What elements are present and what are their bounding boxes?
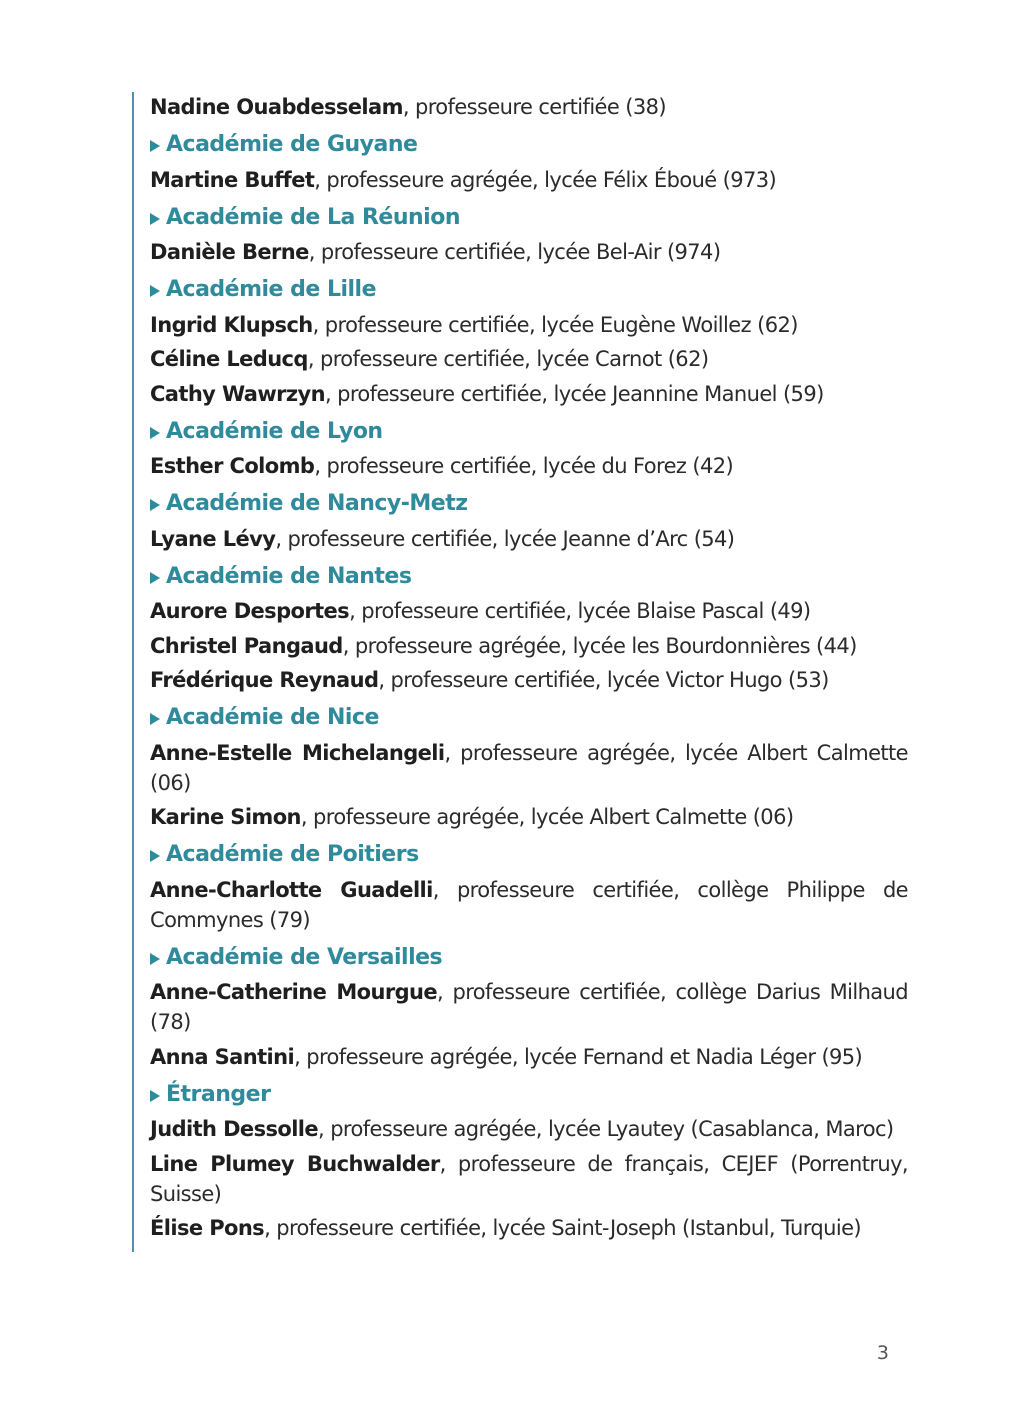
academie-title: Académie de Nice xyxy=(166,705,379,730)
contributor-entry xyxy=(150,524,908,554)
contributor-name: Frédérique Reynaud xyxy=(150,668,379,692)
contributor-entry xyxy=(150,237,908,267)
academie-heading xyxy=(150,562,908,592)
academie-title: Académie de La Réunion xyxy=(166,204,460,230)
contributor-name: Cathy Wawrzyn xyxy=(150,381,325,406)
academie-title: Académie de Nantes xyxy=(166,563,412,589)
academie-heading xyxy=(150,1080,908,1110)
contributor-entry xyxy=(150,665,908,695)
triangle-right-icon xyxy=(150,713,160,725)
contributor-details: , professeure certifiée, lycée Jeanne d’Arc (54) xyxy=(275,526,735,551)
contributors-list xyxy=(132,92,908,1252)
contributor-name: Ingrid Klupsch xyxy=(150,312,313,337)
contributor-entry xyxy=(150,1114,908,1144)
contributor-entry xyxy=(150,310,908,340)
contributor-name: Christel Pangaud xyxy=(150,633,343,658)
contributor-entry xyxy=(150,631,908,661)
contributor-details: , professeure certifiée, lycée Carnot (62) xyxy=(307,347,709,371)
academie-heading xyxy=(150,203,908,233)
contributor-details: , professeure certifiée, lycée Blaise Pascal (49) xyxy=(349,599,811,623)
triangle-right-icon xyxy=(150,285,160,297)
academie-heading xyxy=(150,275,908,305)
academie-title: Académie de Versailles xyxy=(166,944,443,970)
academie-title: Académie de Lyon xyxy=(166,418,383,444)
academie-title: Académie de Lille xyxy=(166,277,377,302)
contributor-entry xyxy=(150,344,908,374)
contributor-entry xyxy=(150,1042,908,1072)
contributor-name: Nadine Ouabdesselam xyxy=(150,95,403,119)
contributor-entry xyxy=(150,977,908,1037)
contributor-details: , professeure certifiée, collège Philippe de Commynes (79) xyxy=(150,877,908,932)
contributor-details: , professeure certifiée, lycée du Forez (42) xyxy=(314,454,734,478)
academie-title: Académie de Guyane xyxy=(166,132,418,157)
academie-heading xyxy=(150,417,908,447)
contributor-entry xyxy=(150,451,908,481)
contributor-name: Céline Leducq xyxy=(150,347,308,371)
contributor-entry xyxy=(150,165,908,195)
contributor-details: , professeure certifiée, lycée Eugène Woillez (62) xyxy=(312,312,798,337)
triangle-right-icon xyxy=(150,213,160,225)
contributor-entry xyxy=(150,875,908,935)
triangle-right-icon xyxy=(150,140,160,152)
contributor-name: Danièle Berne xyxy=(150,240,309,264)
contributor-entry xyxy=(150,738,908,798)
contributor-name: Anne-Estelle Michelangeli xyxy=(150,740,445,765)
academie-heading xyxy=(150,130,908,160)
contributor-name: Aurore Desportes xyxy=(150,599,350,623)
academie-title: Étranger xyxy=(166,1081,271,1107)
contributor-entry xyxy=(150,1213,908,1243)
triangle-right-icon xyxy=(150,499,160,511)
contributor-entry xyxy=(150,92,908,122)
contributor-details: , professeure agrégée, lycée Lyautey (Casablanca, Maroc) xyxy=(318,1117,894,1141)
page-number: 3 xyxy=(876,1342,889,1364)
contributor-details: , professeure certifiée, lycée Victor Hugo (53) xyxy=(378,668,829,692)
contributor-entry xyxy=(150,379,908,409)
contributor-name: Anne-Charlotte Guadelli xyxy=(150,877,433,902)
contributor-entry xyxy=(150,802,908,832)
contributor-details: , professeure de français, CEJEF (Porrentruy, Suisse) xyxy=(150,1151,908,1206)
triangle-right-icon xyxy=(150,953,160,965)
triangle-right-icon xyxy=(150,572,160,584)
academie-heading xyxy=(150,840,908,870)
academie-heading xyxy=(150,489,908,519)
contributor-details: , professeure certifiée, lycée Bel-Air (974) xyxy=(308,240,721,264)
contributor-details: , professeure agrégée, lycée Albert Calmette (06) xyxy=(300,805,794,829)
academie-title: Académie de Nancy-Metz xyxy=(166,491,468,516)
contributor-entry xyxy=(150,596,908,626)
triangle-right-icon xyxy=(150,427,160,439)
contributor-details: , professeure agrégée, lycée Fernand et Nadia Léger (95) xyxy=(294,1044,863,1069)
contributor-details: , professeure certifiée, lycée Jeannine Manuel (59) xyxy=(324,381,824,406)
triangle-right-icon xyxy=(150,850,160,862)
academie-heading xyxy=(150,703,908,733)
contributor-name: Martine Buffet xyxy=(150,167,315,192)
contributor-name: Anna Santini xyxy=(150,1044,295,1069)
contributor-name: Karine Simon xyxy=(150,805,301,829)
contributor-name: Esther Colomb xyxy=(150,454,315,478)
contributor-name: Anne-Catherine Mourgue xyxy=(150,980,437,1004)
contributor-details: , professeure certifiée, collège Darius Milhaud (78) xyxy=(150,980,908,1034)
academie-title: Académie de Poitiers xyxy=(166,842,419,867)
contributor-name: Lyane Lévy xyxy=(150,526,276,551)
academie-heading xyxy=(150,943,908,973)
contributor-details: , professeure agrégée, lycée Félix Éboué (973) xyxy=(314,167,777,192)
contributor-details: , professeure agrégée, lycée Albert Calmette (06) xyxy=(150,740,908,795)
contributor-entry xyxy=(150,1149,908,1209)
triangle-right-icon xyxy=(150,1090,160,1102)
contributor-details: , professeure certifiée (38) xyxy=(402,95,666,119)
contributor-name: Élise Pons xyxy=(150,1216,265,1240)
contributor-name: Line Plumey Buchwalder xyxy=(150,1151,440,1176)
contributor-details: , professeure agrégée, lycée les Bourdonnières (44) xyxy=(342,633,857,658)
contributor-details: , professeure certifiée, lycée Saint-Joseph (Istanbul, Turquie) xyxy=(264,1216,861,1240)
contributor-name: Judith Dessolle xyxy=(150,1117,319,1141)
